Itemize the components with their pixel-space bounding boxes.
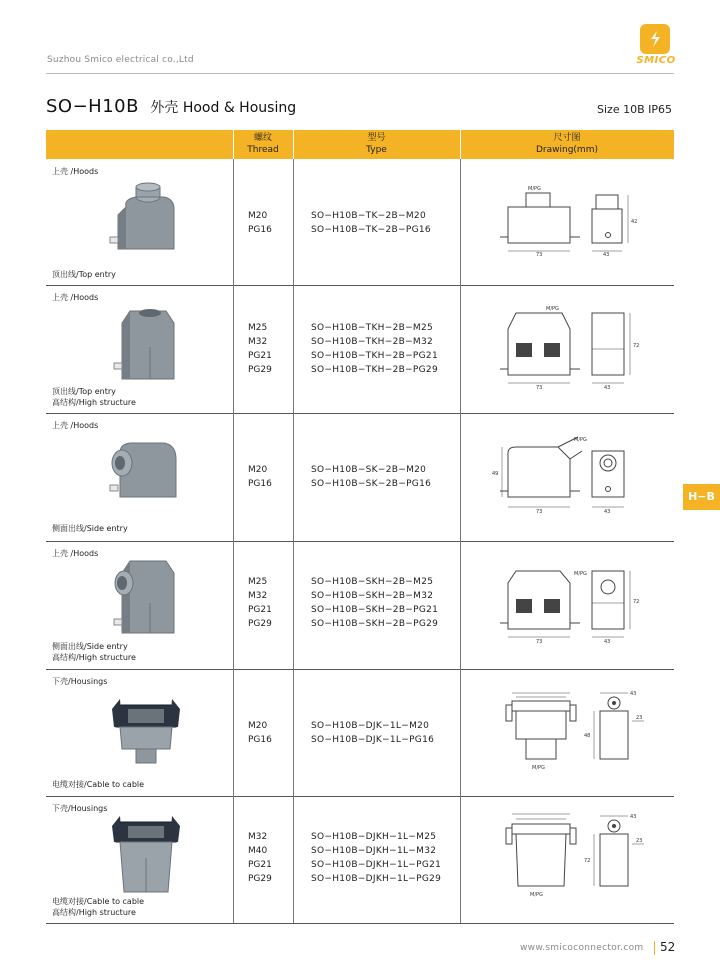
type-list (311, 321, 438, 377)
thread-value: PG16 (248, 225, 272, 235)
drawing-dim-height: 72 (584, 858, 591, 864)
page-number: 52 (660, 940, 676, 954)
drawing-dim-height: 42 (631, 219, 638, 225)
drawing-dim-width: 73 (536, 639, 543, 645)
drawing-dim-depth: 43 (604, 639, 611, 645)
title-model: SO−H10B (46, 96, 139, 117)
drawing-dim-offset: 23 (636, 838, 643, 844)
drawing-dim-width: 73 (536, 385, 543, 391)
drawing-dim-depth: 43 (603, 252, 610, 258)
thread-value: PG21 (248, 860, 272, 870)
entry-line: 高结构/High structure (52, 398, 136, 407)
technical-drawing (486, 804, 666, 908)
type-code: SO−H10B−SKH−2B−PG29 (311, 619, 439, 629)
type-code: SO−H10B−TKH−2B−M25 (311, 323, 434, 333)
thread-list (248, 575, 272, 631)
header-type-en: Type (366, 145, 387, 155)
header-thread-en: Thread (247, 145, 279, 155)
type-code: SO−H10B−TK−2B−M20 (311, 211, 426, 221)
type-code: SO−H10B−DJKH−1L−PG21 (311, 860, 442, 870)
thread-value: PG21 (248, 351, 272, 361)
thread-list (248, 830, 272, 886)
drawing-dim-offset: 23 (636, 715, 643, 721)
header-type (293, 132, 460, 156)
thread-list (248, 321, 272, 377)
type-code: SO−H10B−TKH−2B−PG29 (311, 365, 438, 375)
drawing-dim-height: 48 (584, 733, 591, 739)
thread-value: PG16 (248, 479, 272, 489)
type-code: SO−H10B−TKH−2B−M32 (311, 337, 434, 347)
type-code: SO−H10B−SK−2B−M20 (311, 465, 427, 475)
entry-line: 电缆对接/Cable to cable (52, 780, 145, 789)
row-entry (52, 779, 144, 790)
thread-value: PG29 (248, 365, 272, 375)
type-code: SO−H10B−SKH−2B−PG21 (311, 605, 439, 615)
thread-value: PG29 (248, 619, 272, 629)
technical-drawing (486, 179, 666, 263)
drawing-dim-height: 49 (492, 471, 499, 477)
type-code: SO−H10B−DJK−1L−M20 (311, 721, 430, 731)
title-subtitle: 外壳 Hood & Housing (150, 100, 297, 116)
type-code: SO−H10B−DJK−1L−PG16 (311, 735, 435, 745)
thread-value: M32 (248, 591, 268, 601)
type-list (311, 830, 441, 886)
header-thread (233, 132, 293, 156)
footer-url: www.smicoconnector.com (520, 943, 644, 953)
row-category: 下壳/Housings (52, 804, 108, 813)
drawing-dim-thread: M/PG (546, 306, 559, 312)
drawing-dim-depth: 43 (604, 385, 611, 391)
row-entry (52, 523, 128, 534)
drawing-dim-thread: M/PG (528, 186, 541, 192)
thread-value: M40 (248, 846, 268, 856)
entry-line: 侧面出线/Side entry (52, 524, 128, 533)
row-category: 上壳 /Hoods (52, 167, 99, 176)
page-title (46, 96, 296, 117)
company-name: Suzhou Smico electrical co.,Ltd (47, 55, 194, 65)
technical-drawing (486, 303, 666, 395)
thread-value: M25 (248, 323, 268, 333)
section-tab: H−B (683, 484, 720, 510)
header-type-cn: 型号 (367, 133, 386, 143)
logo-text: SMICO (636, 55, 676, 66)
type-code: SO−H10B−SKH−2B−M25 (311, 577, 434, 587)
row-category: 上壳 /Hoods (52, 293, 99, 302)
table-row (46, 669, 674, 797)
type-code: SO−H10B−DJKH−1L−PG29 (311, 874, 442, 884)
entry-line: 高结构/High structure (52, 908, 136, 917)
table-header (46, 130, 674, 159)
entry-line: 顶出线/Top entry (52, 387, 116, 396)
type-list (311, 209, 431, 237)
row-category: 上壳 /Hoods (52, 421, 99, 430)
thread-value: PG29 (248, 874, 272, 884)
thread-list (248, 719, 272, 747)
row-category: 上壳 /Hoods (52, 549, 99, 558)
thread-value: M25 (248, 577, 268, 587)
drawing-dim-thread: M/PG (574, 437, 587, 443)
type-code: SO−H10B−TKH−2B−PG21 (311, 351, 438, 361)
drawing-dim-depth: 43 (604, 509, 611, 515)
technical-drawing (486, 559, 666, 651)
product-image-hood-side-entry-high (106, 553, 186, 645)
header-drawing (460, 132, 674, 156)
header-thread-cn: 螺纹 (253, 133, 272, 143)
drawing-dim-depth: 43 (630, 814, 637, 820)
drawing-dim-width: 73 (536, 509, 543, 515)
row-entry (52, 386, 136, 408)
header-divider (46, 73, 674, 74)
technical-drawing (486, 683, 666, 783)
table-row (46, 541, 674, 670)
row-entry (52, 269, 116, 280)
drawing-dim-width: 73 (536, 252, 543, 258)
table-row (46, 159, 674, 286)
footer-divider (654, 941, 655, 955)
logo-mark-icon (640, 24, 670, 54)
type-code: SO−H10B−TK−2B−PG16 (311, 225, 431, 235)
row-category: 下壳/Housings (52, 677, 108, 686)
drawing-dim-thread: M/PG (532, 765, 545, 771)
smico-logo (630, 24, 682, 70)
type-code: SO−H10B−SKH−2B−M32 (311, 591, 434, 601)
product-image-hood-top-entry (106, 179, 186, 263)
entry-line: 顶出线/Top entry (52, 270, 116, 279)
product-image-housing-cable (106, 687, 186, 775)
drawing-dim-height: 72 (633, 599, 640, 605)
entry-line: 电缆对接/Cable to cable (52, 897, 145, 906)
product-image-hood-side-entry (106, 431, 186, 515)
technical-drawing (486, 433, 666, 523)
type-list (311, 719, 434, 747)
thread-value: M32 (248, 832, 268, 842)
thread-value: M20 (248, 721, 268, 731)
product-image-hood-top-entry-high (106, 297, 186, 389)
thread-value: M20 (248, 465, 268, 475)
thread-value: PG16 (248, 735, 272, 745)
table-row (46, 285, 674, 414)
table-row (46, 796, 674, 924)
drawing-dim-depth: 43 (630, 691, 637, 697)
drawing-dim-thread: M/PG (574, 571, 587, 577)
entry-line: 侧面出线/Side entry (52, 642, 128, 651)
type-list (311, 463, 431, 491)
type-list (311, 575, 438, 631)
product-image-housing-cable-high (106, 808, 186, 902)
size-rating: Size 10B IP65 (597, 103, 672, 116)
entry-line: 高结构/High structure (52, 653, 136, 662)
type-code: SO−H10B−DJKH−1L−M25 (311, 832, 437, 842)
thread-value: M32 (248, 337, 268, 347)
drawing-dim-thread: M/PG (530, 892, 543, 898)
table-row (46, 413, 674, 542)
drawing-dim-height: 72 (633, 343, 640, 349)
header-drawing-en: Drawing(mm) (536, 145, 598, 155)
thread-value: PG21 (248, 605, 272, 615)
header-drawing-cn: 尺寸图 (553, 133, 581, 143)
thread-value: M20 (248, 211, 268, 221)
thread-list (248, 463, 272, 491)
type-code: SO−H10B−DJKH−1L−M32 (311, 846, 437, 856)
thread-list (248, 209, 272, 237)
type-code: SO−H10B−SK−2B−PG16 (311, 479, 432, 489)
